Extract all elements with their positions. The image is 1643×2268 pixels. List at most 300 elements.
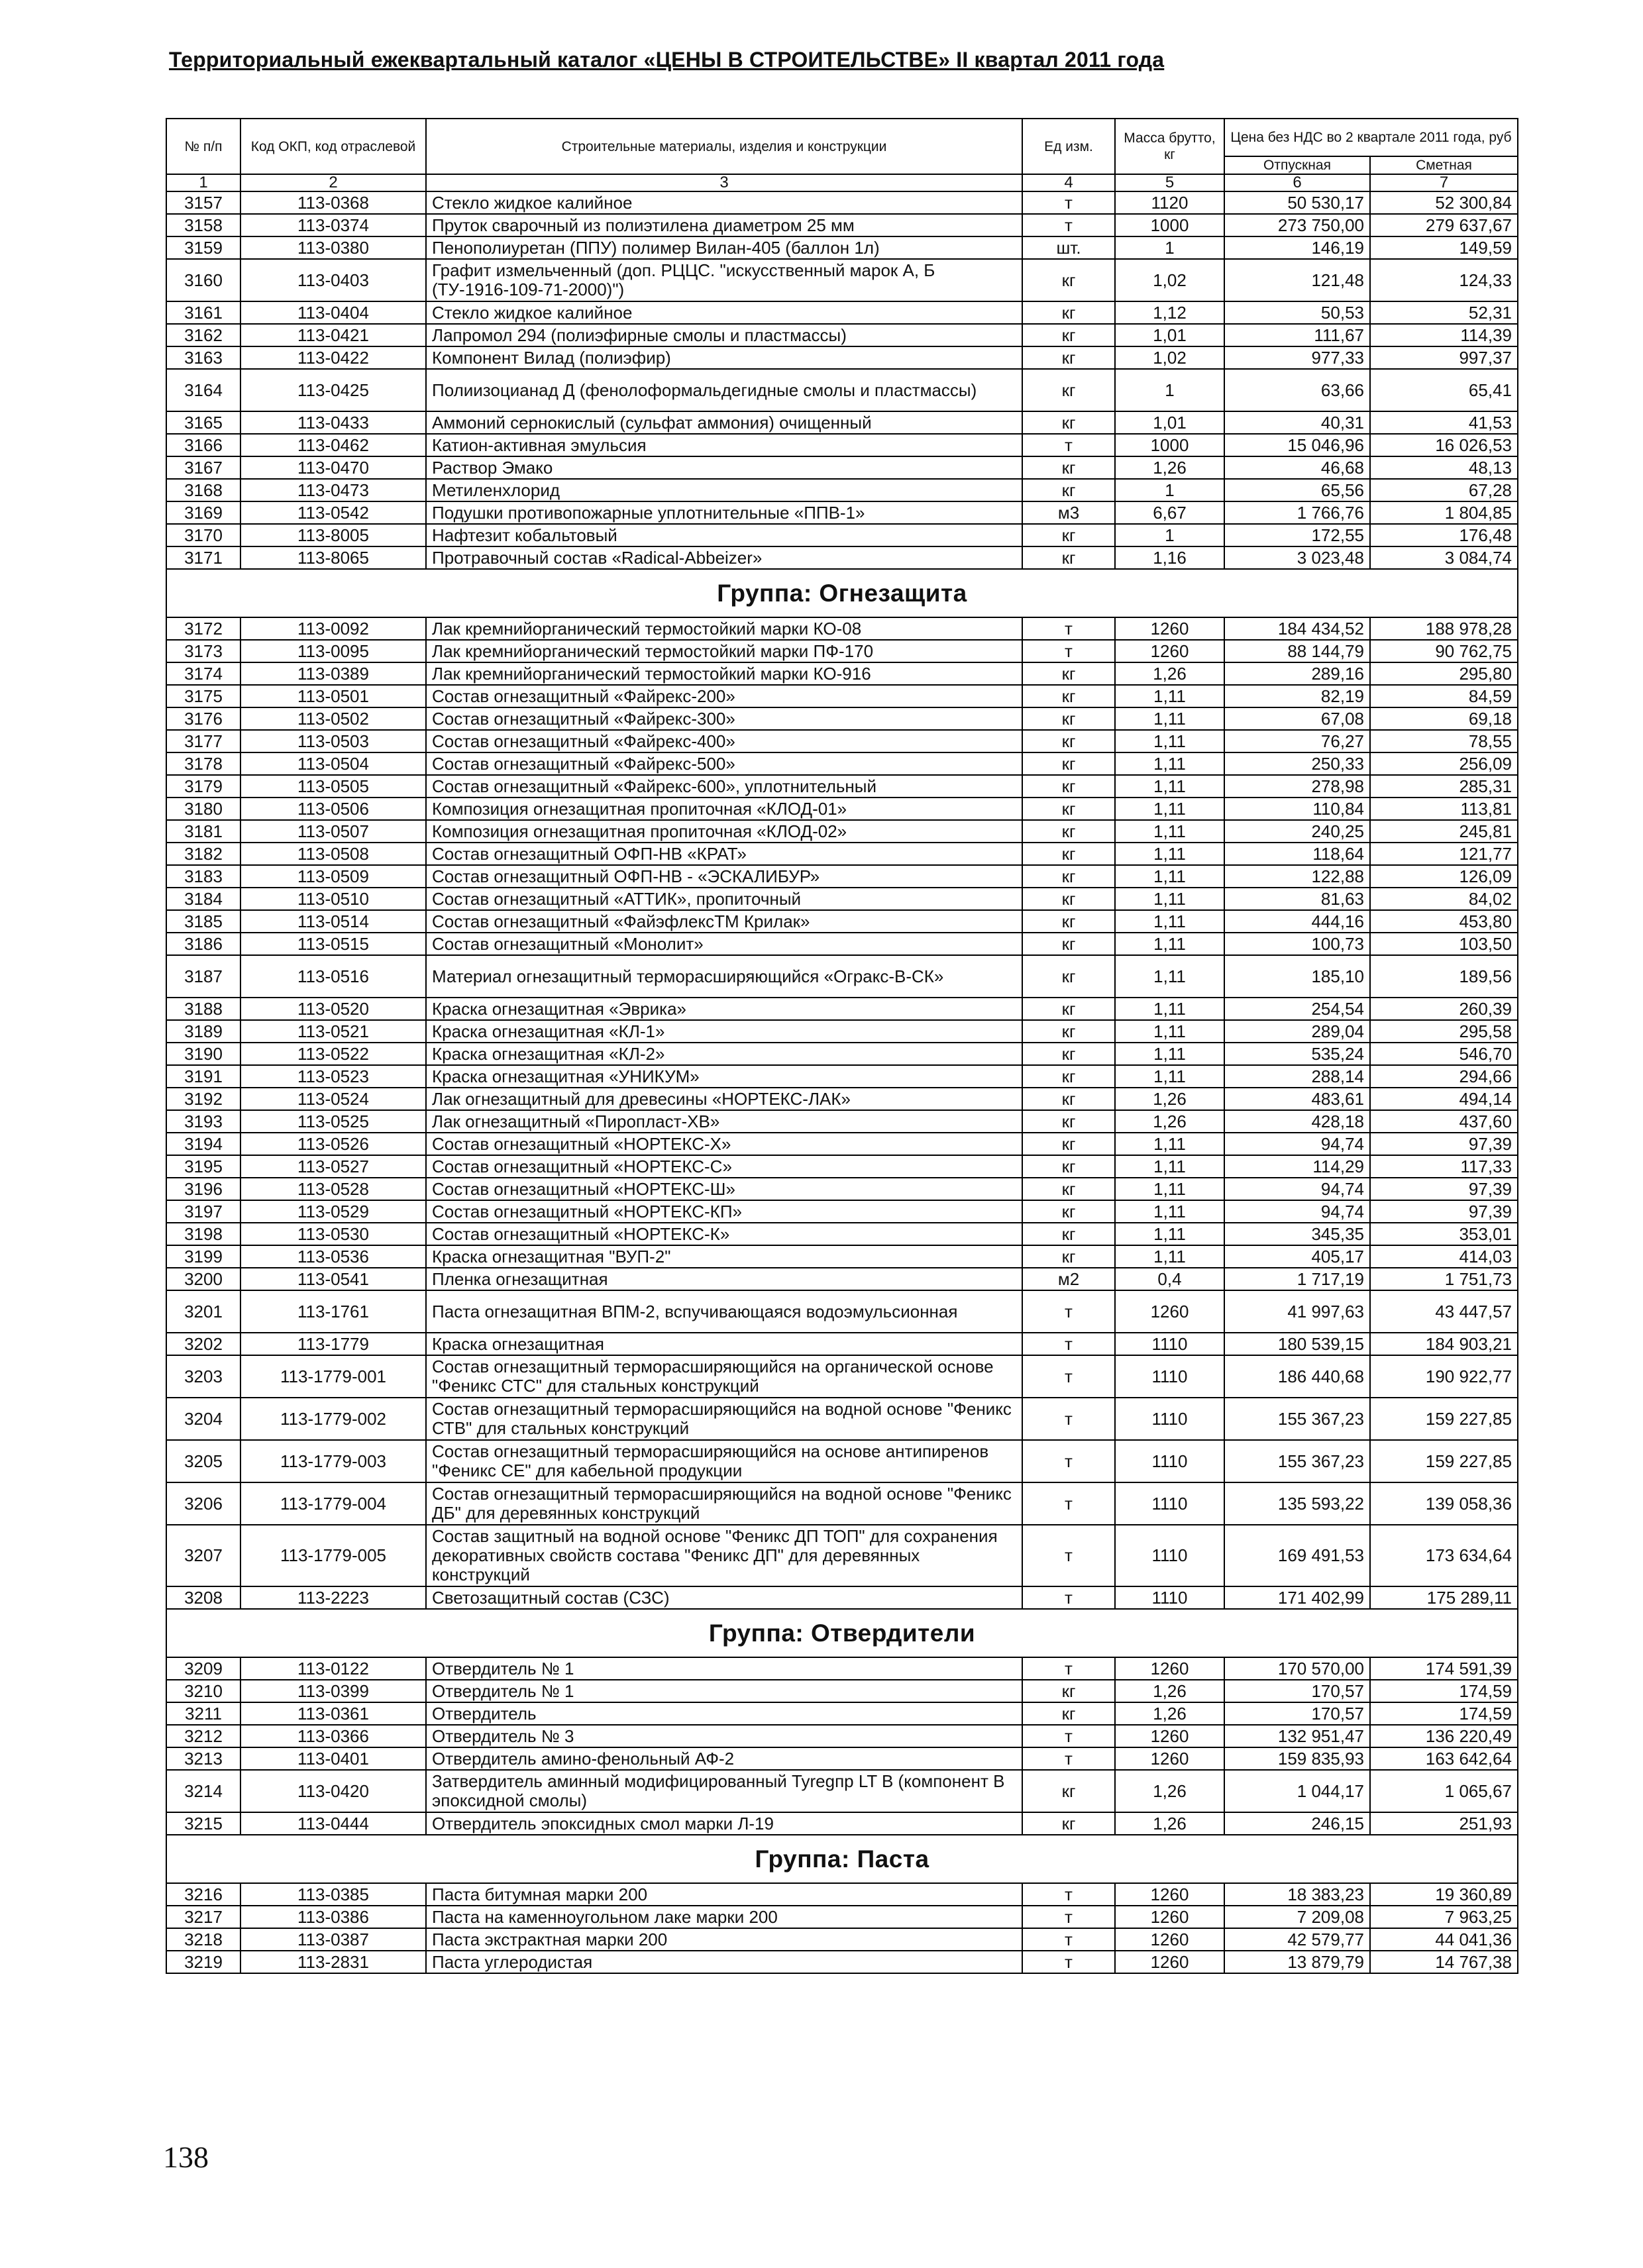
row-number-cell: 3165 xyxy=(166,411,240,434)
row-release-price-cell: 428,18 xyxy=(1224,1110,1370,1133)
row-number-cell: 3183 xyxy=(166,865,240,888)
table-row xyxy=(166,1133,1518,1155)
row-mass-cell: 1,11 xyxy=(1115,775,1224,798)
table-body xyxy=(166,191,1518,1973)
row-unit-cell: кг xyxy=(1022,369,1115,411)
row-name-cell: Состав огнезащитный «НОРТЕКС-К» xyxy=(426,1223,1022,1245)
row-name-cell: Отвердитель № 3 xyxy=(426,1725,1022,1747)
table-row xyxy=(166,546,1518,569)
group-title: Группа: Огнезащита xyxy=(166,569,1518,617)
group-header-row xyxy=(166,1609,1518,1657)
table-row xyxy=(166,369,1518,411)
row-name-cell: Затвердитель аминный модифицированный Tyregпр LT В (компонент В эпоксидной смолы) xyxy=(426,1770,1022,1812)
row-code-cell: 113-0421 xyxy=(240,324,426,346)
row-name-cell: Краска огнезащитная "ВУП-2" xyxy=(426,1245,1022,1268)
row-mass-cell: 1 xyxy=(1115,524,1224,546)
table-row xyxy=(166,1245,1518,1268)
row-estimate-price-cell: 124,33 xyxy=(1370,259,1518,301)
row-code-cell: 113-0522 xyxy=(240,1043,426,1065)
table-row xyxy=(166,1155,1518,1178)
row-number-cell: 3218 xyxy=(166,1928,240,1951)
row-unit-cell: кг xyxy=(1022,707,1115,730)
row-unit-cell: т xyxy=(1022,434,1115,456)
row-release-price-cell: 110,84 xyxy=(1224,798,1370,820)
table-row xyxy=(166,1928,1518,1951)
row-release-price-cell: 1 044,17 xyxy=(1224,1770,1370,1812)
row-name-cell: Светозащитный состав (СЗС) xyxy=(426,1586,1022,1609)
row-name-cell: Состав огнезащитный ОФП-НВ «КРАТ» xyxy=(426,843,1022,865)
row-code-cell: 113-0521 xyxy=(240,1020,426,1043)
row-release-price-cell: 483,61 xyxy=(1224,1088,1370,1110)
row-number-cell: 3175 xyxy=(166,685,240,707)
row-code-cell: 113-0529 xyxy=(240,1200,426,1223)
row-release-price-cell: 273 750,00 xyxy=(1224,214,1370,236)
row-number-cell: 3190 xyxy=(166,1043,240,1065)
row-unit-cell: кг xyxy=(1022,843,1115,865)
row-code-cell: 113-0404 xyxy=(240,301,426,324)
row-name-cell: Состав огнезащитный «НОРТЕКС-Х» xyxy=(426,1133,1022,1155)
row-number-cell: 3214 xyxy=(166,1770,240,1812)
column-header-price: Цена без НДС во 2 квартале 2011 года, руб xyxy=(1224,119,1518,156)
row-number-cell: 3176 xyxy=(166,707,240,730)
column-header-code: Код ОКП, код отраслевой xyxy=(240,119,426,174)
row-release-price-cell: 65,56 xyxy=(1224,479,1370,501)
row-mass-cell: 1,11 xyxy=(1115,798,1224,820)
row-code-cell: 113-1779-003 xyxy=(240,1440,426,1482)
row-number-cell: 3209 xyxy=(166,1657,240,1680)
group-header-row xyxy=(166,1835,1518,1883)
row-number-cell: 3157 xyxy=(166,191,240,214)
row-name-cell: Состав огнезащитный терморасширяющийся на органической основе "Феникс СТС" для стальных конструкций xyxy=(426,1355,1022,1398)
row-unit-cell: кг xyxy=(1022,1155,1115,1178)
row-code-cell: 113-8005 xyxy=(240,524,426,546)
row-unit-cell: т xyxy=(1022,1482,1115,1525)
row-code-cell: 113-1779-001 xyxy=(240,1355,426,1398)
row-release-price-cell: 46,68 xyxy=(1224,456,1370,479)
row-number-cell: 3219 xyxy=(166,1951,240,1973)
row-mass-cell: 1,26 xyxy=(1115,1680,1224,1702)
column-number: 6 xyxy=(1224,174,1370,191)
row-estimate-price-cell: 163 642,64 xyxy=(1370,1747,1518,1770)
row-unit-cell: т xyxy=(1022,1333,1115,1355)
row-code-cell: 113-0095 xyxy=(240,640,426,662)
row-name-cell: Краска огнезащитная xyxy=(426,1333,1022,1355)
row-code-cell: 113-0515 xyxy=(240,933,426,955)
row-estimate-price-cell: 97,39 xyxy=(1370,1133,1518,1155)
row-unit-cell: кг xyxy=(1022,775,1115,798)
table-row xyxy=(166,1951,1518,1973)
row-name-cell: Компонент Вилад (полиэфир) xyxy=(426,346,1022,369)
row-number-cell: 3166 xyxy=(166,434,240,456)
row-code-cell: 113-0420 xyxy=(240,1770,426,1812)
row-unit-cell: кг xyxy=(1022,910,1115,933)
row-number-cell: 3215 xyxy=(166,1812,240,1835)
row-mass-cell: 1,01 xyxy=(1115,411,1224,434)
table-row xyxy=(166,411,1518,434)
row-number-cell: 3171 xyxy=(166,546,240,569)
row-release-price-cell: 146,19 xyxy=(1224,236,1370,259)
row-release-price-cell: 170,57 xyxy=(1224,1702,1370,1725)
row-release-price-cell: 246,15 xyxy=(1224,1812,1370,1835)
row-mass-cell: 1,11 xyxy=(1115,998,1224,1020)
row-code-cell: 113-0530 xyxy=(240,1223,426,1245)
row-name-cell: Лак огнезащитный «Пиропласт-ХВ» xyxy=(426,1110,1022,1133)
row-unit-cell: т xyxy=(1022,1525,1115,1586)
row-estimate-price-cell: 48,13 xyxy=(1370,456,1518,479)
row-release-price-cell: 3 023,48 xyxy=(1224,546,1370,569)
row-release-price-cell: 345,35 xyxy=(1224,1223,1370,1245)
row-code-cell: 113-0541 xyxy=(240,1268,426,1290)
table-row xyxy=(166,1178,1518,1200)
table-row xyxy=(166,1020,1518,1043)
row-code-cell: 113-0516 xyxy=(240,955,426,998)
row-estimate-price-cell: 136 220,49 xyxy=(1370,1725,1518,1747)
row-name-cell: Состав огнезащитный «Файрекс-200» xyxy=(426,685,1022,707)
row-number-cell: 3160 xyxy=(166,259,240,301)
row-release-price-cell: 180 539,15 xyxy=(1224,1333,1370,1355)
row-mass-cell: 1,11 xyxy=(1115,933,1224,955)
row-unit-cell: т xyxy=(1022,1440,1115,1482)
row-code-cell: 113-0470 xyxy=(240,456,426,479)
table-row xyxy=(166,910,1518,933)
row-release-price-cell: 405,17 xyxy=(1224,1245,1370,1268)
row-unit-cell: т xyxy=(1022,1747,1115,1770)
column-header-release: Отпускная xyxy=(1224,156,1370,174)
row-release-price-cell: 171 402,99 xyxy=(1224,1586,1370,1609)
table-row xyxy=(166,798,1518,820)
table-row xyxy=(166,434,1518,456)
row-release-price-cell: 41 997,63 xyxy=(1224,1290,1370,1333)
row-release-price-cell: 7 209,08 xyxy=(1224,1906,1370,1928)
column-header-num: № п/п xyxy=(166,119,240,174)
row-estimate-price-cell: 114,39 xyxy=(1370,324,1518,346)
row-release-price-cell: 122,88 xyxy=(1224,865,1370,888)
row-name-cell: Состав огнезащитный «НОРТЕКС-КП» xyxy=(426,1200,1022,1223)
row-code-cell: 113-0374 xyxy=(240,214,426,236)
column-number: 4 xyxy=(1022,174,1115,191)
row-unit-cell: т xyxy=(1022,640,1115,662)
table-row xyxy=(166,1333,1518,1355)
row-name-cell: Краска огнезащитная «УНИКУМ» xyxy=(426,1065,1022,1088)
row-release-price-cell: 15 046,96 xyxy=(1224,434,1370,456)
row-unit-cell: т xyxy=(1022,1586,1115,1609)
row-mass-cell: 1,11 xyxy=(1115,685,1224,707)
row-estimate-price-cell: 113,81 xyxy=(1370,798,1518,820)
row-unit-cell: кг xyxy=(1022,662,1115,685)
row-release-price-cell: 100,73 xyxy=(1224,933,1370,955)
row-mass-cell: 1 xyxy=(1115,236,1224,259)
row-name-cell: Стекло жидкое калийное xyxy=(426,191,1022,214)
row-estimate-price-cell: 65,41 xyxy=(1370,369,1518,411)
row-release-price-cell: 18 383,23 xyxy=(1224,1883,1370,1906)
row-unit-cell: кг xyxy=(1022,346,1115,369)
row-estimate-price-cell: 1 804,85 xyxy=(1370,501,1518,524)
table-row xyxy=(166,191,1518,214)
row-estimate-price-cell: 279 637,67 xyxy=(1370,214,1518,236)
row-estimate-price-cell: 67,28 xyxy=(1370,479,1518,501)
row-mass-cell: 1260 xyxy=(1115,1657,1224,1680)
row-estimate-price-cell: 121,77 xyxy=(1370,843,1518,865)
row-name-cell: Состав защитный на водной основе "Феникс ДП ТОП" для сохранения декоративных свойств состава "Феникс ДП" для деревянных конструкций xyxy=(426,1525,1022,1586)
row-mass-cell: 1 xyxy=(1115,479,1224,501)
row-number-cell: 3204 xyxy=(166,1398,240,1440)
row-code-cell: 113-0385 xyxy=(240,1883,426,1906)
row-release-price-cell: 169 491,53 xyxy=(1224,1525,1370,1586)
row-code-cell: 113-0399 xyxy=(240,1680,426,1702)
row-unit-cell: кг xyxy=(1022,456,1115,479)
row-code-cell: 113-0403 xyxy=(240,259,426,301)
table-row xyxy=(166,1223,1518,1245)
row-code-cell: 113-0422 xyxy=(240,346,426,369)
row-name-cell: Краска огнезащитная «КЛ-2» xyxy=(426,1043,1022,1065)
row-number-cell: 3206 xyxy=(166,1482,240,1525)
row-number-cell: 3159 xyxy=(166,236,240,259)
column-number: 5 xyxy=(1115,174,1224,191)
row-estimate-price-cell: 294,66 xyxy=(1370,1065,1518,1088)
row-code-cell: 113-0514 xyxy=(240,910,426,933)
row-estimate-price-cell: 159 227,85 xyxy=(1370,1440,1518,1482)
row-mass-cell: 1260 xyxy=(1115,1725,1224,1747)
row-estimate-price-cell: 1 751,73 xyxy=(1370,1268,1518,1290)
row-name-cell: Состав огнезащитный «Монолит» xyxy=(426,933,1022,955)
row-name-cell: Полиизоцианад Д (фенолоформальдегидные смолы и пластмассы) xyxy=(426,369,1022,411)
row-code-cell: 113-0536 xyxy=(240,1245,426,1268)
row-name-cell: Состав огнезащитный терморасширяющийся на водной основе "Феникс СТВ" для стальных конструкций xyxy=(426,1398,1022,1440)
row-name-cell: Краска огнезащитная «КЛ-1» xyxy=(426,1020,1022,1043)
row-mass-cell: 1,26 xyxy=(1115,1110,1224,1133)
table-row xyxy=(166,640,1518,662)
row-release-price-cell: 186 440,68 xyxy=(1224,1355,1370,1398)
row-code-cell: 113-0509 xyxy=(240,865,426,888)
row-name-cell: Графит измельченный (доп. РЦЦС. "искусственный марок А, Б (ТУ-1916-109-71-2000)") xyxy=(426,259,1022,301)
column-header-unit: Ед изм. xyxy=(1022,119,1115,174)
row-number-cell: 3174 xyxy=(166,662,240,685)
row-release-price-cell: 13 879,79 xyxy=(1224,1951,1370,1973)
row-number-cell: 3172 xyxy=(166,617,240,640)
table-row xyxy=(166,259,1518,301)
row-number-cell: 3158 xyxy=(166,214,240,236)
row-estimate-price-cell: 184 903,21 xyxy=(1370,1333,1518,1355)
row-code-cell: 113-8065 xyxy=(240,546,426,569)
row-name-cell: Состав огнезащитный «Файрекс-400» xyxy=(426,730,1022,752)
row-number-cell: 3196 xyxy=(166,1178,240,1200)
row-code-cell: 113-0501 xyxy=(240,685,426,707)
row-number-cell: 3203 xyxy=(166,1355,240,1398)
row-estimate-price-cell: 174,59 xyxy=(1370,1702,1518,1725)
column-number: 1 xyxy=(166,174,240,191)
row-release-price-cell: 170,57 xyxy=(1224,1680,1370,1702)
row-name-cell: Состав огнезащитный «НОРТЕКС-Ш» xyxy=(426,1178,1022,1200)
row-unit-cell: кг xyxy=(1022,1020,1115,1043)
table-row xyxy=(166,1110,1518,1133)
row-name-cell: Состав огнезащитный «АТТИК», пропиточный xyxy=(426,888,1022,910)
row-estimate-price-cell: 295,80 xyxy=(1370,662,1518,685)
row-release-price-cell: 121,48 xyxy=(1224,259,1370,301)
row-unit-cell: т xyxy=(1022,1398,1115,1440)
row-mass-cell: 1,11 xyxy=(1115,888,1224,910)
row-number-cell: 3194 xyxy=(166,1133,240,1155)
row-estimate-price-cell: 16 026,53 xyxy=(1370,434,1518,456)
row-name-cell: Паста углеродистая xyxy=(426,1951,1022,1973)
row-code-cell: 113-0507 xyxy=(240,820,426,843)
row-mass-cell: 1110 xyxy=(1115,1440,1224,1482)
row-release-price-cell: 88 144,79 xyxy=(1224,640,1370,662)
row-unit-cell: м3 xyxy=(1022,501,1115,524)
row-mass-cell: 1,11 xyxy=(1115,1133,1224,1155)
row-name-cell: Подушки противопожарные уплотнительные «ППВ-1» xyxy=(426,501,1022,524)
row-release-price-cell: 155 367,23 xyxy=(1224,1440,1370,1482)
row-mass-cell: 1,11 xyxy=(1115,707,1224,730)
row-mass-cell: 1 xyxy=(1115,369,1224,411)
row-number-cell: 3168 xyxy=(166,479,240,501)
table-row xyxy=(166,1770,1518,1812)
table-row xyxy=(166,933,1518,955)
row-number-cell: 3167 xyxy=(166,456,240,479)
row-code-cell: 113-0520 xyxy=(240,998,426,1020)
row-name-cell: Состав огнезащитный «ФайэфлексТМ Крилак» xyxy=(426,910,1022,933)
row-release-price-cell: 118,64 xyxy=(1224,843,1370,865)
row-unit-cell: кг xyxy=(1022,865,1115,888)
row-mass-cell: 1,26 xyxy=(1115,662,1224,685)
table-row xyxy=(166,1065,1518,1088)
row-number-cell: 3200 xyxy=(166,1268,240,1290)
row-name-cell: Состав огнезащитный «НОРТЕКС-С» xyxy=(426,1155,1022,1178)
row-unit-cell: кг xyxy=(1022,730,1115,752)
row-mass-cell: 1260 xyxy=(1115,1928,1224,1951)
row-mass-cell: 1,11 xyxy=(1115,843,1224,865)
row-number-cell: 3193 xyxy=(166,1110,240,1133)
row-release-price-cell: 172,55 xyxy=(1224,524,1370,546)
row-unit-cell: кг xyxy=(1022,1133,1115,1155)
row-release-price-cell: 185,10 xyxy=(1224,955,1370,998)
row-release-price-cell: 170 570,00 xyxy=(1224,1657,1370,1680)
table-row xyxy=(166,998,1518,1020)
row-mass-cell: 1,11 xyxy=(1115,1200,1224,1223)
row-estimate-price-cell: 245,81 xyxy=(1370,820,1518,843)
row-estimate-price-cell: 189,56 xyxy=(1370,955,1518,998)
row-name-cell: Паста огнезащитная ВПМ-2, вспучивающаяся водоэмульсионная xyxy=(426,1290,1022,1333)
row-mass-cell: 1,01 xyxy=(1115,324,1224,346)
row-unit-cell: м2 xyxy=(1022,1268,1115,1290)
table-row xyxy=(166,820,1518,843)
row-code-cell: 113-0504 xyxy=(240,752,426,775)
row-release-price-cell: 82,19 xyxy=(1224,685,1370,707)
row-estimate-price-cell: 190 922,77 xyxy=(1370,1355,1518,1398)
row-code-cell: 113-0503 xyxy=(240,730,426,752)
row-mass-cell: 1120 xyxy=(1115,191,1224,214)
row-name-cell: Лак кремнийорганический термостойкий марки КО-08 xyxy=(426,617,1022,640)
row-unit-cell: кг xyxy=(1022,324,1115,346)
row-estimate-price-cell: 43 447,57 xyxy=(1370,1290,1518,1333)
row-name-cell: Материал огнезащитный терморасширяющийся «Огракс-В-СК» xyxy=(426,955,1022,998)
row-release-price-cell: 42 579,77 xyxy=(1224,1928,1370,1951)
row-mass-cell: 1,11 xyxy=(1115,820,1224,843)
row-number-cell: 3177 xyxy=(166,730,240,752)
row-code-cell: 113-0527 xyxy=(240,1155,426,1178)
row-estimate-price-cell: 174 591,39 xyxy=(1370,1657,1518,1680)
table-row xyxy=(166,1440,1518,1482)
row-number-cell: 3182 xyxy=(166,843,240,865)
row-unit-cell: кг xyxy=(1022,411,1115,434)
row-estimate-price-cell: 41,53 xyxy=(1370,411,1518,434)
row-mass-cell: 1110 xyxy=(1115,1398,1224,1440)
row-number-cell: 3207 xyxy=(166,1525,240,1586)
row-estimate-price-cell: 7 963,25 xyxy=(1370,1906,1518,1928)
row-code-cell: 113-1779-004 xyxy=(240,1482,426,1525)
row-unit-cell: кг xyxy=(1022,1065,1115,1088)
table-row xyxy=(166,707,1518,730)
table-row xyxy=(166,1702,1518,1725)
row-name-cell: Композиция огнезащитная пропиточная «КЛОД-01» xyxy=(426,798,1022,820)
row-estimate-price-cell: 997,37 xyxy=(1370,346,1518,369)
row-mass-cell: 1,16 xyxy=(1115,546,1224,569)
row-estimate-price-cell: 174,59 xyxy=(1370,1680,1518,1702)
row-code-cell: 113-0092 xyxy=(240,617,426,640)
row-number-cell: 3197 xyxy=(166,1200,240,1223)
row-release-price-cell: 1 766,76 xyxy=(1224,501,1370,524)
row-release-price-cell: 40,31 xyxy=(1224,411,1370,434)
row-name-cell: Композиция огнезащитная пропиточная «КЛОД-02» xyxy=(426,820,1022,843)
row-code-cell: 113-0122 xyxy=(240,1657,426,1680)
row-code-cell: 113-0361 xyxy=(240,1702,426,1725)
row-code-cell: 113-1779 xyxy=(240,1333,426,1355)
row-unit-cell: шт. xyxy=(1022,236,1115,259)
row-mass-cell: 1,26 xyxy=(1115,1770,1224,1812)
row-number-cell: 3162 xyxy=(166,324,240,346)
row-code-cell: 113-0523 xyxy=(240,1065,426,1088)
table-row xyxy=(166,1586,1518,1609)
row-estimate-price-cell: 3 084,74 xyxy=(1370,546,1518,569)
row-unit-cell: кг xyxy=(1022,1680,1115,1702)
row-release-price-cell: 81,63 xyxy=(1224,888,1370,910)
row-estimate-price-cell: 414,03 xyxy=(1370,1245,1518,1268)
row-number-cell: 3179 xyxy=(166,775,240,798)
row-estimate-price-cell: 546,70 xyxy=(1370,1043,1518,1065)
row-code-cell: 113-0401 xyxy=(240,1747,426,1770)
row-name-cell: Паста на каменноугольном лаке марки 200 xyxy=(426,1906,1022,1928)
row-mass-cell: 1000 xyxy=(1115,434,1224,456)
table-row xyxy=(166,1290,1518,1333)
row-mass-cell: 1,11 xyxy=(1115,1065,1224,1088)
row-release-price-cell: 132 951,47 xyxy=(1224,1725,1370,1747)
row-release-price-cell: 288,14 xyxy=(1224,1065,1370,1088)
row-mass-cell: 1260 xyxy=(1115,1906,1224,1928)
table-row xyxy=(166,865,1518,888)
row-name-cell: Краска огнезащитная «Эврика» xyxy=(426,998,1022,1020)
row-number-cell: 3163 xyxy=(166,346,240,369)
row-code-cell: 113-2831 xyxy=(240,1951,426,1973)
row-code-cell: 113-0473 xyxy=(240,479,426,501)
row-estimate-price-cell: 69,18 xyxy=(1370,707,1518,730)
row-name-cell: Состав огнезащитный «Файрекс-600», уплотнительный xyxy=(426,775,1022,798)
column-number: 3 xyxy=(426,174,1022,191)
row-unit-cell: т xyxy=(1022,1290,1115,1333)
row-mass-cell: 1,02 xyxy=(1115,346,1224,369)
row-name-cell: Отвердитель эпоксидных смол марки Л-19 xyxy=(426,1812,1022,1835)
row-mass-cell: 1,11 xyxy=(1115,752,1224,775)
row-estimate-price-cell: 103,50 xyxy=(1370,933,1518,955)
row-estimate-price-cell: 1 065,67 xyxy=(1370,1770,1518,1812)
table-row xyxy=(166,888,1518,910)
row-estimate-price-cell: 14 767,38 xyxy=(1370,1951,1518,1973)
table-row xyxy=(166,236,1518,259)
row-unit-cell: т xyxy=(1022,1906,1115,1928)
row-code-cell: 113-1779-005 xyxy=(240,1525,426,1586)
row-code-cell: 113-0508 xyxy=(240,843,426,865)
row-release-price-cell: 94,74 xyxy=(1224,1178,1370,1200)
table-row xyxy=(166,1355,1518,1398)
row-code-cell: 113-0524 xyxy=(240,1088,426,1110)
